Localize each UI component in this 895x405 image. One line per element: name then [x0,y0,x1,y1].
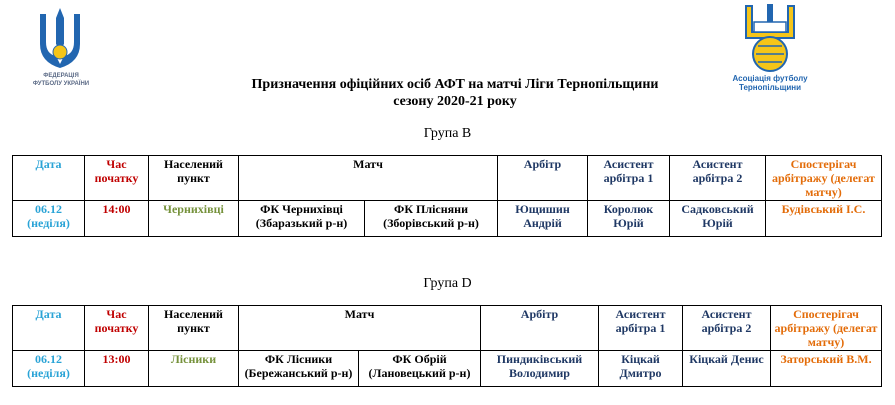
group-d-table [12,305,882,387]
group-b-title: Група В [423,126,472,141]
group-b-table [12,155,882,237]
title-line-2: сезону 2020-21 року [393,94,517,109]
col-referee: Арбітр [498,156,588,201]
away-team [365,201,498,237]
table-row [13,351,882,387]
col-match: Матч [239,306,481,351]
aft-logo-text-line2: Тернопільщини [738,83,801,92]
home-team-name: ФК Лісники [264,352,333,366]
assistant2-name: Садковський Юрій [670,201,766,237]
referee-name: Ющишин Андрій [498,201,588,237]
match-time: 13:00 [85,351,149,387]
col-assistant1: Асистент арбітра 1 [599,306,683,351]
away-team-district: (Зборівський р-н) [383,216,479,230]
away-team-district: (Лановецький р-н) [368,366,471,380]
away-team [359,351,481,387]
referee-name: Пиндиківський Володимир [481,351,599,387]
home-team-district: (Збаразький р-н) [255,216,348,230]
match-date [13,351,85,387]
table-row [13,201,882,237]
match-date-value: 06.12 [35,202,62,216]
col-date: Дата [13,156,85,201]
home-team [239,201,365,237]
assistant2-name: Кіцкай Денис [683,351,771,387]
away-team-name: ФК Обрій [392,352,447,366]
table-header-row [13,156,882,201]
col-place: Населений пункт [149,156,239,201]
home-team-district: (Бережанський р-н) [244,366,353,380]
observer-name: Будівський І.С. [766,201,882,237]
col-date: Дата [13,306,85,351]
col-assistant2: Асистент арбітра 2 [670,156,766,201]
match-place: Чернихівці [149,201,239,237]
aft-shield-icon [728,4,812,74]
away-team-name: ФК Плісняни [394,202,468,216]
assistant1-name: Кіцкай Дмитро [599,351,683,387]
col-match: Матч [239,156,498,201]
col-place: Населений пункт [149,306,239,351]
observer-name: Заторський В.М. [771,351,882,387]
match-day-value: (неділя) [27,216,70,230]
col-assistant1: Асистент арбітра 1 [588,156,670,201]
col-assistant2: Асистент арбітра 2 [683,306,771,351]
match-date [13,201,85,237]
match-time: 14:00 [85,201,149,237]
title-line-1: Призначення офіційних осіб АФТ на матчі Ліги Тернопільщини [251,77,659,92]
col-observer: Спостерігач арбітражу (делегат матчу) [766,156,882,201]
aft-logo-text-line1: Асоціація футболу [732,74,808,83]
home-team [239,351,359,387]
match-day-value: (неділя) [27,366,70,380]
uaf-logo [30,4,90,104]
col-observer: Спостерігач арбітражу (делегат матчу) [771,306,882,351]
group-d-title: Група D [423,276,472,291]
col-referee: Арбітр [481,306,599,351]
page-title [150,76,760,110]
home-team-name: ФК Чернихівці [260,202,343,216]
col-time: Час початку [85,306,149,351]
assistant1-name: Королюк Юрій [588,201,670,237]
match-place: Лісники [149,351,239,387]
col-time: Час початку [85,156,149,201]
table-header-row [13,306,882,351]
uaf-logo-text: ФЕДЕРАЦІЯ ФУТБОЛУ УКРАЇНИ [32,73,90,87]
match-date-value: 06.12 [35,352,62,366]
trident-icon [30,4,90,74]
